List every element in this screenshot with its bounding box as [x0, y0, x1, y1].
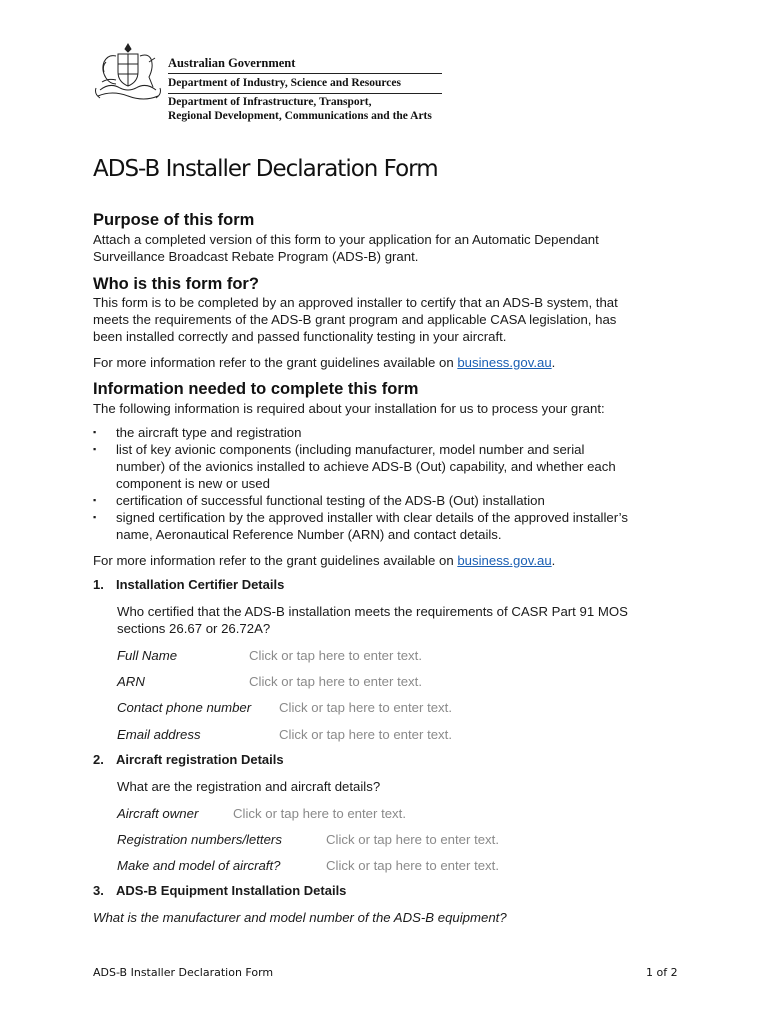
who-more-info [93, 354, 683, 371]
header-divider [168, 73, 442, 74]
footer-title: ADS-B Installer Declaration Form [93, 966, 274, 979]
list-item-line: the aircraft type and registration [116, 425, 302, 440]
government-name: Australian Government [168, 56, 296, 70]
list-item-line: signed certification by the approved installer with clear details of the approved installer’s [116, 510, 628, 525]
page-number: 1 of 2 [646, 966, 678, 979]
question-line: Who certified that the ADS-B installation meets the requirements of CASR Part 91 MOS [117, 604, 628, 619]
list-item [93, 492, 683, 509]
page-title: ADS-B Installer Declaration Form [93, 156, 438, 182]
contact-phone-input[interactable]: Click or tap here to enter text. [279, 700, 452, 715]
paragraph-line: been installed correctly and passed functionality testing in your aircraft. [93, 329, 507, 344]
section-title: ADS-B Equipment Installation Details [116, 883, 347, 898]
section-1-heading [93, 577, 284, 592]
question-line: sections 26.67 or 26.72A? [117, 621, 271, 636]
field-label: Full Name [117, 648, 178, 663]
list-item [93, 509, 683, 543]
field-label: ARN [117, 674, 145, 689]
list-item-line: list of key avionic components (including manufacturer, model number and serial [116, 442, 585, 457]
field-label: Registration numbers/letters [117, 832, 282, 847]
section-1-question [117, 603, 687, 637]
department-infrastructure-line2: Regional Development, Communications and the Arts [168, 110, 432, 122]
field-registration [117, 831, 499, 848]
section-2-heading [93, 752, 284, 767]
purpose-text [93, 231, 683, 265]
business-gov-link[interactable]: business.gov.au [457, 553, 552, 568]
field-label: Make and model of aircraft? [117, 858, 281, 873]
header-divider [168, 93, 442, 94]
field-contact-phone [117, 699, 452, 716]
purpose-heading: Purpose of this form [93, 211, 255, 229]
list-item [93, 424, 683, 441]
make-model-input[interactable]: Click or tap here to enter text. [326, 858, 499, 873]
department-infrastructure-line1: Department of Infrastructure, Transport, [168, 96, 372, 108]
section-number: 2. [93, 752, 104, 767]
more-info-text: For more information refer to the grant guidelines available on [93, 355, 458, 370]
field-label: Aircraft owner [117, 806, 199, 821]
list-item-line: name, Aeronautical Reference Number (ARN) and contact details. [116, 527, 502, 542]
list-item-line: component is new or used [116, 476, 270, 491]
field-aircraft-owner [117, 805, 406, 822]
list-item-line: number) of the avionics installed to achieve ADS-B (Out) capability, and whether each [116, 459, 616, 474]
square-bullet-icon: ▪ [93, 495, 97, 505]
paragraph-line: meets the requirements of the ADS-B grant program and applicable CASA legislation, has [93, 312, 617, 327]
more-info-text: For more information refer to the grant guidelines available on [93, 553, 458, 568]
aircraft-owner-input[interactable]: Click or tap here to enter text. [233, 806, 406, 821]
section-title: Aircraft registration Details [116, 752, 284, 767]
who-text [93, 294, 683, 345]
more-info-period: . [551, 553, 556, 568]
business-gov-link[interactable]: business.gov.au [457, 355, 552, 370]
field-label: Contact phone number [117, 700, 252, 715]
more-info-period: . [551, 355, 556, 370]
paragraph-line: Surveillance Broadcast Rebate Program (ADS-B) grant. [93, 249, 419, 264]
coat-of-arms-icon [94, 42, 162, 104]
requirements-list [93, 424, 683, 543]
who-heading: Who is this form for? [93, 275, 259, 293]
square-bullet-icon: ▪ [93, 444, 97, 454]
section-3-heading [93, 883, 346, 898]
field-label: Email address [117, 727, 201, 742]
info-heading: Information needed to complete this form [93, 380, 419, 398]
email-input[interactable]: Click or tap here to enter text. [279, 727, 452, 742]
paragraph-line: This form is to be completed by an approved installer to certify that an ADS-B system, that [93, 295, 618, 310]
section-number: 3. [93, 883, 104, 898]
full-name-input[interactable]: Click or tap here to enter text. [249, 648, 422, 663]
section-2-question: What are the registration and aircraft details? [117, 779, 381, 794]
field-full-name [117, 647, 422, 664]
square-bullet-icon: ▪ [93, 427, 97, 437]
square-bullet-icon: ▪ [93, 512, 97, 522]
department-industry: Department of Industry, Science and Resources [168, 77, 401, 89]
section-number: 1. [93, 577, 104, 592]
list-item-line: certification of successful functional testing of the ADS-B (Out) installation [116, 493, 545, 508]
section-title: Installation Certifier Details [116, 577, 285, 592]
field-arn [117, 673, 422, 690]
field-email [117, 726, 452, 743]
section-3-question: What is the manufacturer and model number of the ADS-B equipment? [93, 910, 507, 925]
arn-input[interactable]: Click or tap here to enter text. [249, 674, 422, 689]
info-more-info [93, 552, 683, 569]
paragraph-line: Attach a completed version of this form to your application for an Automatic Dependant [93, 232, 599, 247]
registration-input[interactable]: Click or tap here to enter text. [326, 832, 499, 847]
info-intro: The following information is required about your installation for us to process your grant: [93, 401, 605, 416]
field-make-model [117, 857, 499, 874]
list-item [93, 441, 683, 492]
